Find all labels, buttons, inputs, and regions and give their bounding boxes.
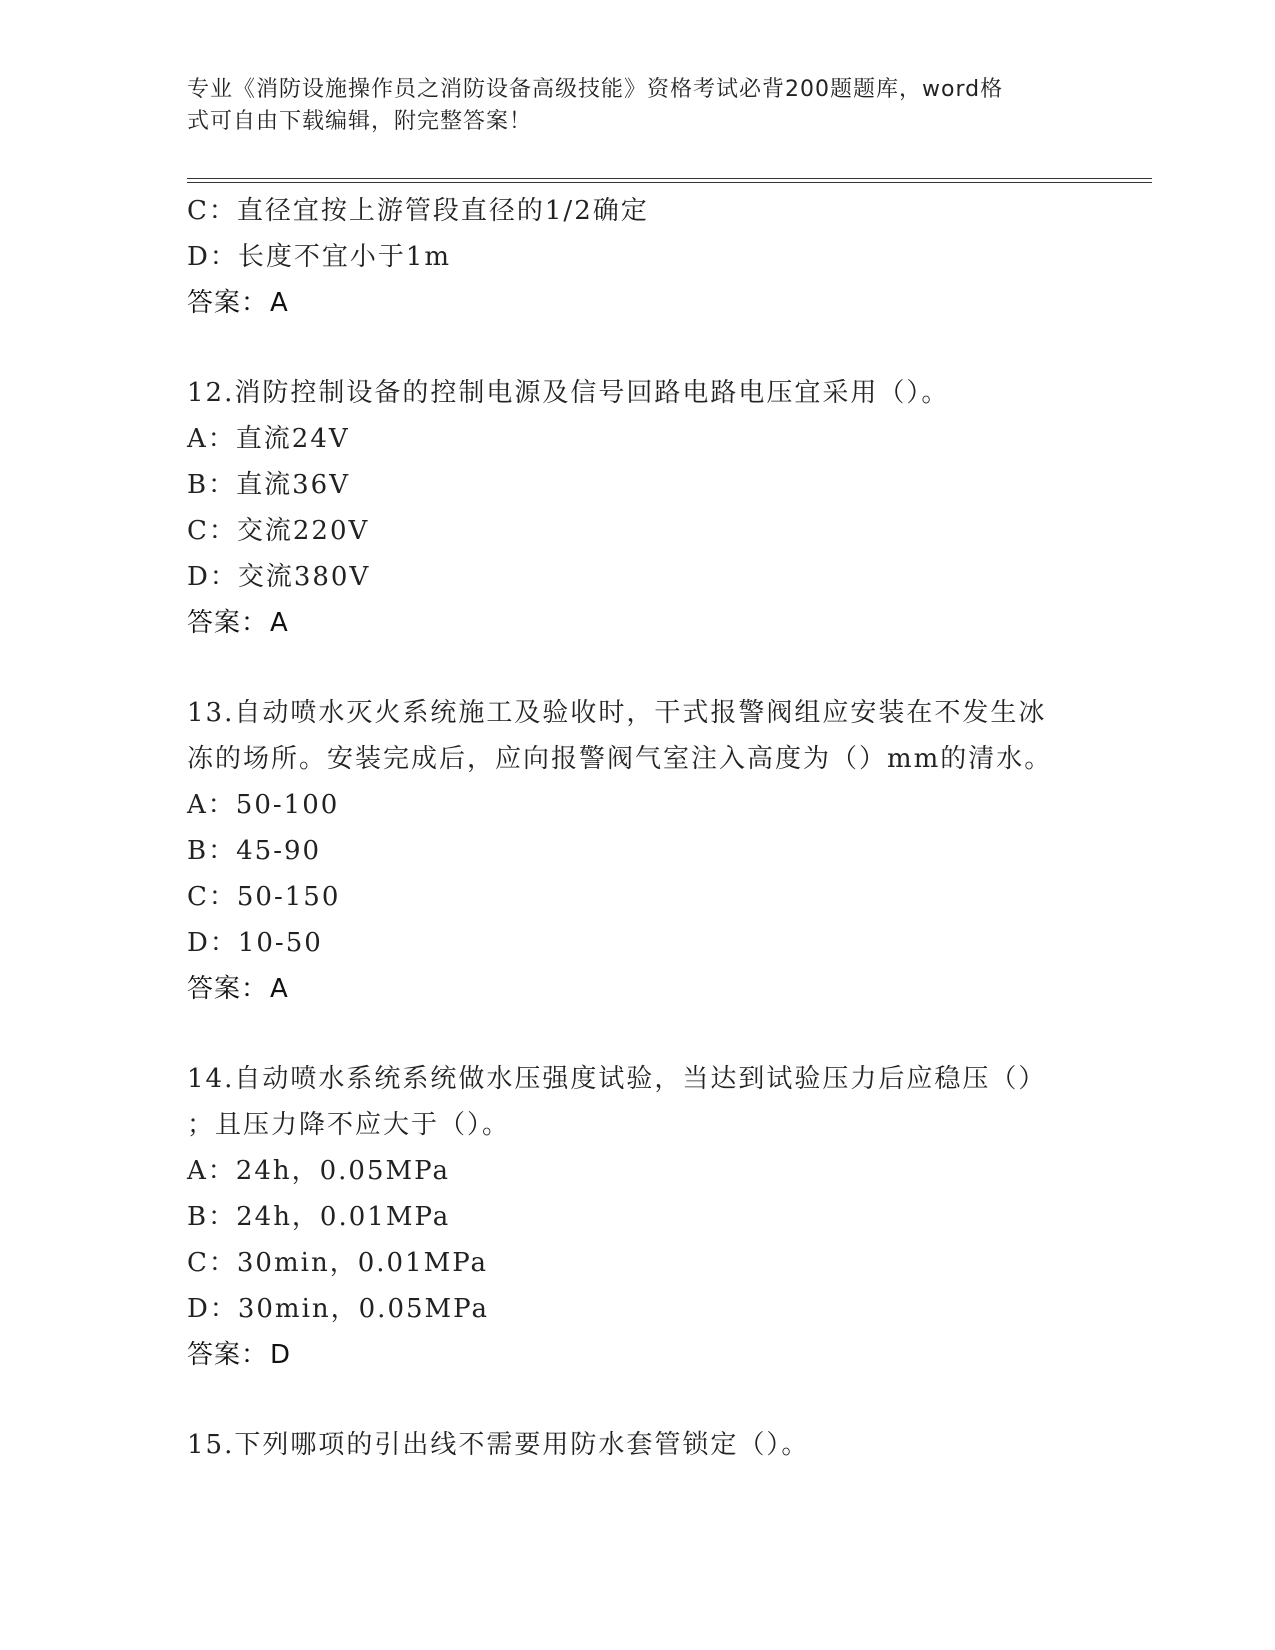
option-d: D：长度不宜小于1m xyxy=(187,242,452,272)
answer-label: 答案： xyxy=(187,608,269,638)
option-a: A：直流24V xyxy=(187,424,350,454)
option-a: A：50-100 xyxy=(187,790,340,820)
option-b: B：45-90 xyxy=(187,836,322,866)
answer-label: 答案： xyxy=(187,1340,269,1370)
header-line-1: 专业《消防设施操作员之消防设备高级技能》资格考试必背200题题库，word格 xyxy=(187,77,1004,102)
answer-label: 答案： xyxy=(187,288,269,318)
question-list xyxy=(187,188,1087,1468)
spacer xyxy=(187,1012,1087,1056)
document-header xyxy=(187,74,1087,138)
spacer xyxy=(187,326,1087,370)
option-c: C：30min，0.01MPa xyxy=(187,1248,489,1278)
question-text: 12.消防控制设备的控制电源及信号回路电路电压宜采用（）。 xyxy=(187,378,950,408)
question-text-line-2: ；且压力降不应大于（）。 xyxy=(187,1110,511,1140)
spacer xyxy=(187,646,1087,690)
answer-label: 答案： xyxy=(187,974,269,1004)
option-c: C：50-150 xyxy=(187,882,341,912)
option-b: B：24h，0.01MPa xyxy=(187,1202,451,1232)
question-13 xyxy=(187,690,1087,1012)
question-text-line-2: 冻的场所。安装完成后，应向报警阀气室注入高度为（）mm的清水。 xyxy=(187,744,1053,774)
question-12 xyxy=(187,370,1087,646)
answer xyxy=(187,966,1087,1012)
option-c: C：直径宜按上游管段直径的1/2确定 xyxy=(187,196,649,226)
question-text-line-1: 14.自动喷水系统系统做水压强度试验，当达到试验压力后应稳压（） xyxy=(187,1064,1047,1094)
answer xyxy=(187,1332,1087,1378)
question-text: 15.下列哪项的引出线不需要用防水套管锁定（）。 xyxy=(187,1430,810,1460)
answer-value: A xyxy=(270,288,289,318)
answer-value: A xyxy=(270,974,289,1004)
option-d: D：交流380V xyxy=(187,562,371,592)
spacer xyxy=(187,1378,1087,1422)
header-divider-top xyxy=(187,178,1152,179)
header-divider-bottom xyxy=(187,182,1152,183)
answer xyxy=(187,600,1087,646)
answer-value: D xyxy=(270,1340,292,1370)
question-15 xyxy=(187,1422,1087,1468)
option-d: D：10-50 xyxy=(187,928,323,958)
answer-value: A xyxy=(270,608,289,638)
header-line-2: 式可自由下载编辑，附完整答案！ xyxy=(187,109,533,134)
answer xyxy=(187,280,1087,326)
option-a: A：24h，0.05MPa xyxy=(187,1156,450,1186)
option-b: B：直流36V xyxy=(187,470,350,500)
question-14 xyxy=(187,1056,1087,1378)
question-11-tail xyxy=(187,188,1087,326)
option-d: D：30min，0.05MPa xyxy=(187,1294,489,1324)
option-c: C：交流220V xyxy=(187,516,370,546)
question-text-line-1: 13.自动喷水灭火系统施工及验收时，干式报警阀组应安装在不发生冰 xyxy=(187,698,1047,728)
